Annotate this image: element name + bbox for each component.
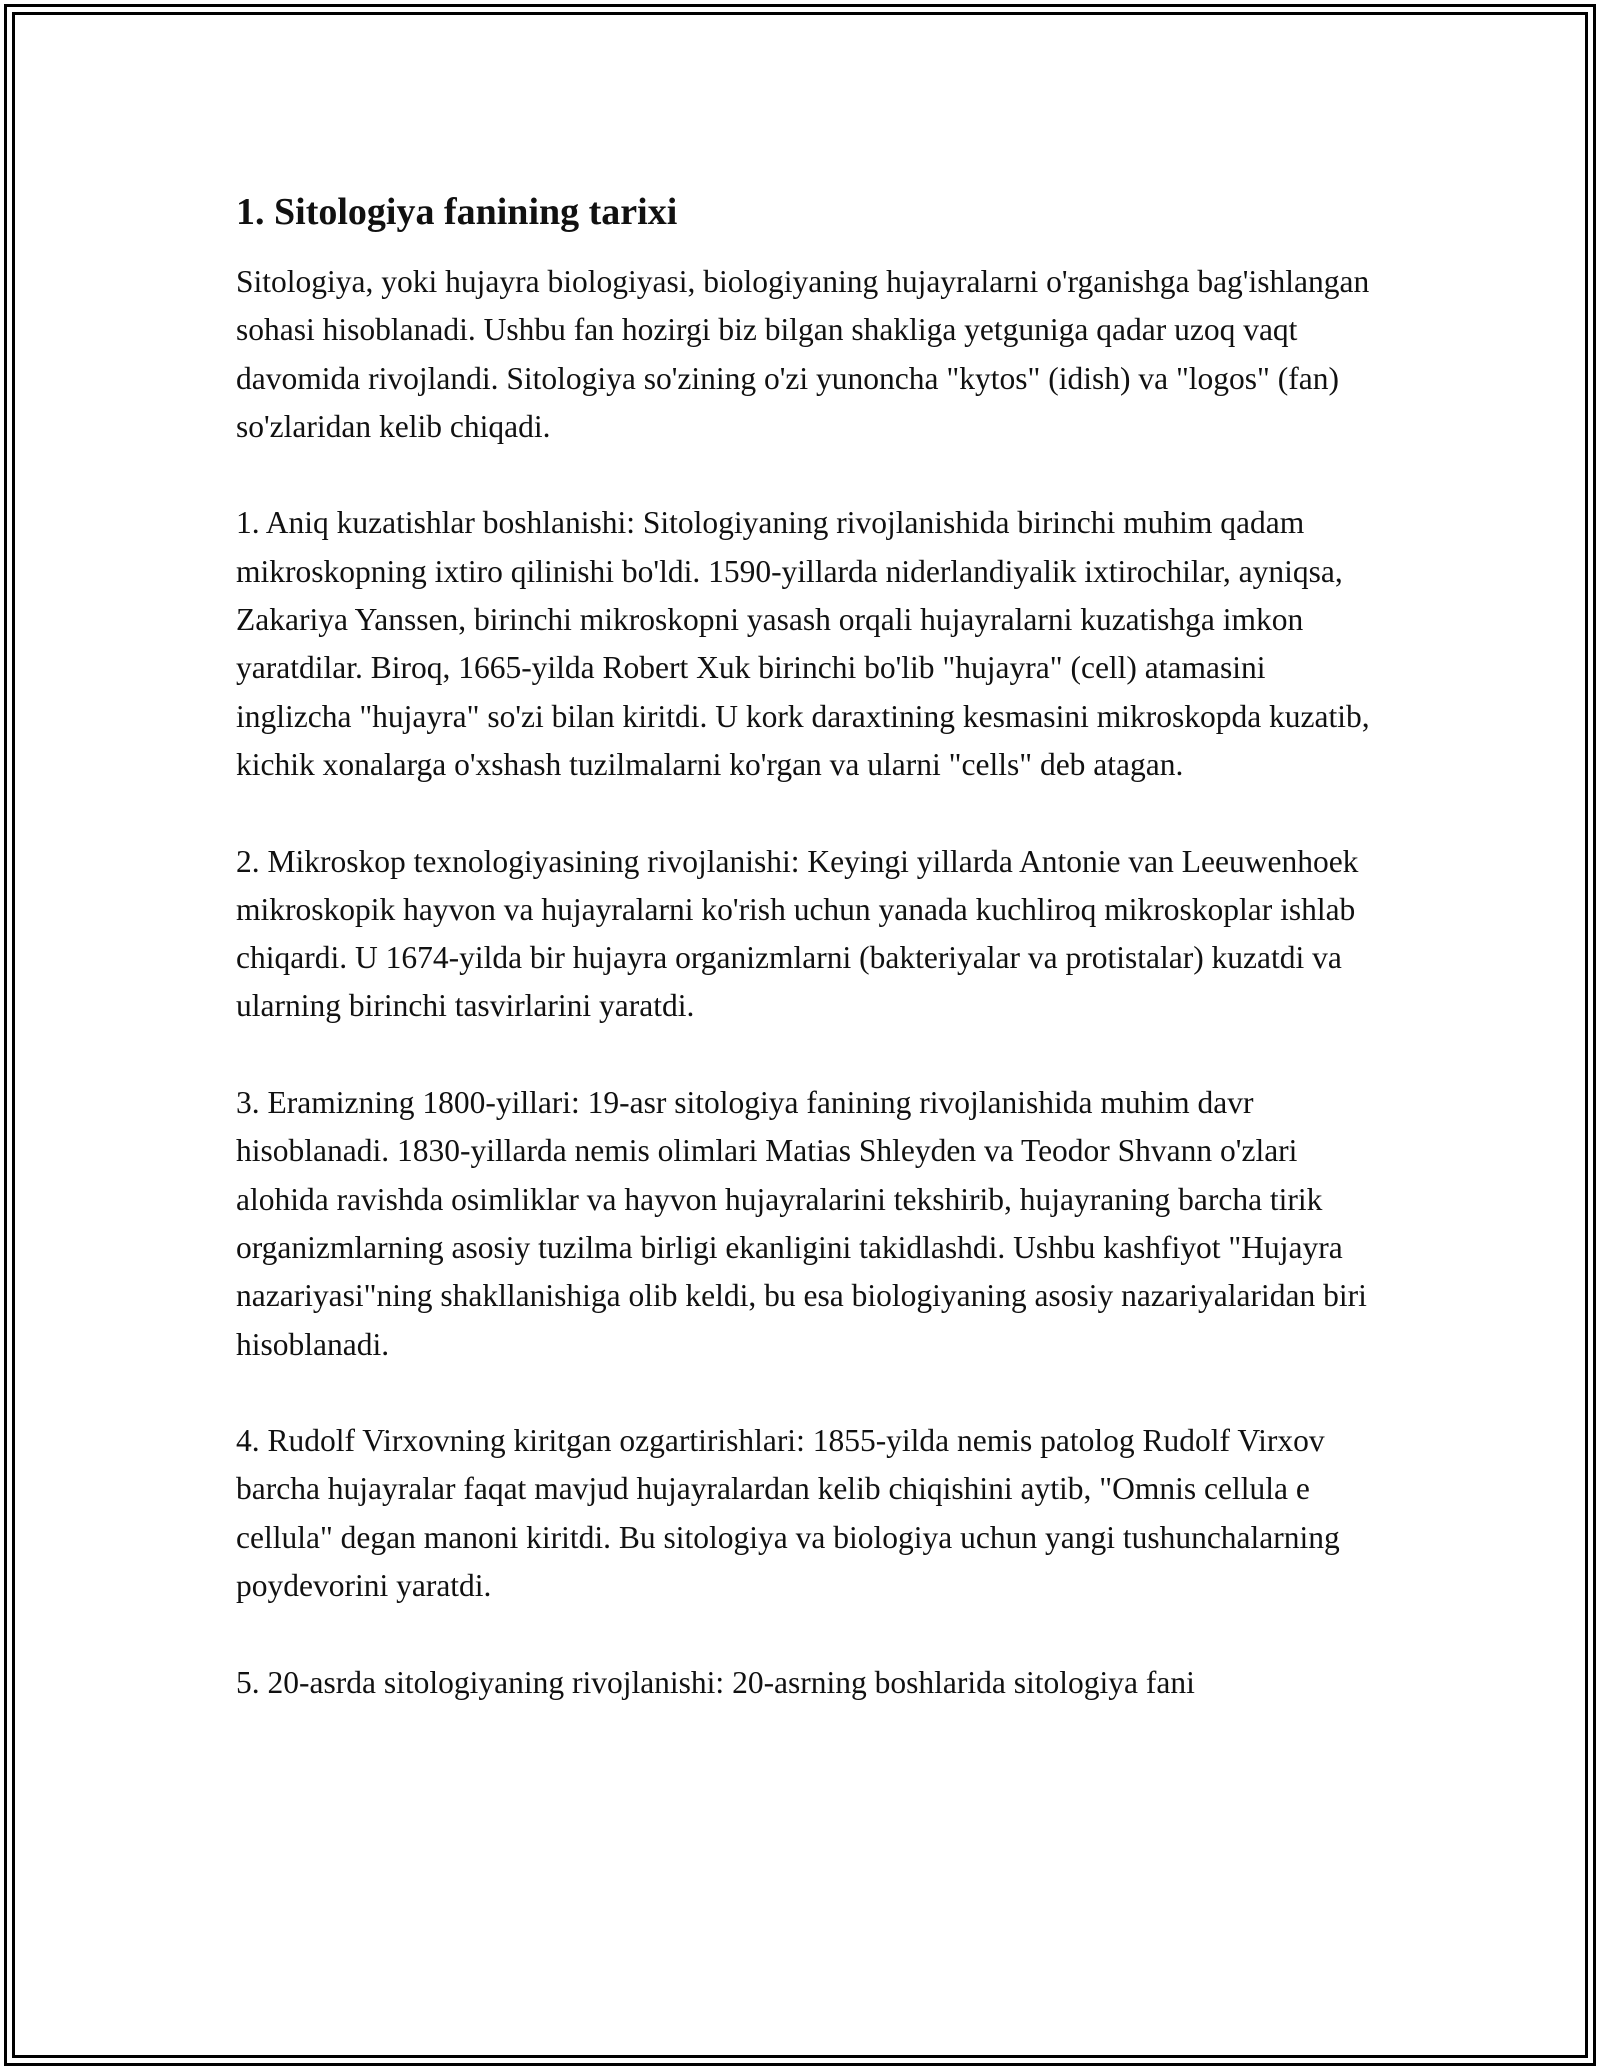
- section-title: 1. Sitologiya fanining tarixi: [236, 191, 678, 233]
- document-body: [236, 180, 1372, 1755]
- paragraph-4-virchow: 4. Rudolf Virxovning kiritgan ozgartirishlari: 1855-yilda nemis patolog Rudolf Virxov barcha hujayralar faqat mavjud hujayralardan kelib chiqishini aytib, "Omnis cellula e cellula" degan manoni kiritdi. Bu sitologiya va biologiya uchun yangi tushunchalarning poydevorini yaratdi.: [236, 1423, 1340, 1604]
- paragraph-1-microscope-invention: 1. Aniq kuzatishlar boshlanishi: Sitologiyaning rivojlanishida birinchi muhim qadam mikroskopning ixtiro qilinishi bo'ldi. 1590-yillarda niderlandiyalik ixtirochilar, ayniqsa, Zakariya Yanssen, birinchi mikroskopni yasash orqali hujayralarni kuzatishga imkon yaratdilar. Biroq, 1665-yilda Robert Xuk birinchi bo'lib "hujayra" (cell) atamasini inglizcha "hujayra" so'zi bilan kiritdi. U kork daraxtining kesmasini mikroskopda kuzatib, kichik xonalarga o'xshash tuzilmalarni ko'rgan va ularni "cells" deb atagan.: [236, 505, 1370, 782]
- paragraph-2-microscope-technology: 2. Mikroskop texnologiyasining rivojlanishi: Keyingi yillarda Antonie van Leeuwenhoek mikroskopik hayvon va hujayralarni ko'rish uchun yanada kuchliroq mikroskoplar ishlab chiqardi. U 1674-yilda bir hujayra organizmlarni (bakteriyalar va protistalar) kuzatdi va ularning birinchi tasvirlarini yaratdi.: [236, 843, 1359, 1024]
- paragraph-3-1800s: 3. Eramizning 1800-yillari: 19-asr sitologiya fanining rivojlanishida muhim davr hisoblanadi. 1830-yillarda nemis olimlari Matias Shleyden va Teodor Shvann o'zlari alohida ravishda osimliklar va hayvon hujayralarini tekshirib, hujayraning barcha tirik organizmlarning asosiy tuzilma birligi ekanligini takidlashdi. Ushbu kashfiyot "Hujayra nazariyasi"ning shakllanishiga olib keldi, bu esa biologiyaning asosiy nazariyalaridan biri hisoblanadi.: [236, 1085, 1367, 1362]
- paragraph-5-20th-century: 5. 20-asrda sitologiyaning rivojlanishi: 20-asrning boshlarida sitologiya fani: [236, 1664, 1195, 1700]
- intro-paragraph: Sitologiya, yoki hujayra biologiyasi, biologiyaning hujayralarni o'rganishga bag'ishlangan sohasi hisoblanadi. Ushbu fan hozirgi biz bilgan shakliga yetguniga qadar uzoq vaqt davomida rivojlandi. Sitologiya so'zining o'zi yunoncha "kytos" (idish) va "logos" (fan) so'zlaridan kelib chiqadi.: [236, 264, 1370, 444]
